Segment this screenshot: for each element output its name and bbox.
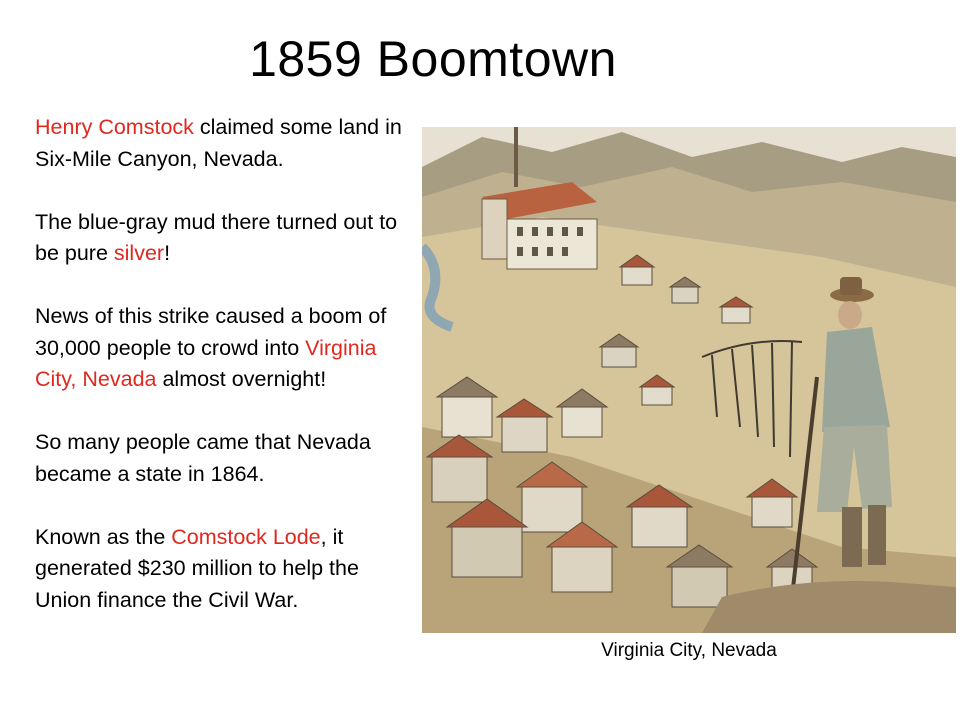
- text-run: So many people came that Nevada became a state in 1864.: [35, 430, 371, 486]
- text-run: News of this strike caused a boom of 30,000 people to crowd into: [35, 304, 387, 360]
- text-run: The blue-gray mud there turned out to be pure: [35, 209, 398, 265]
- paragraph: [35, 112, 420, 175]
- text-run: !: [164, 241, 171, 265]
- paragraph: [35, 427, 420, 490]
- paragraph: [35, 207, 420, 270]
- highlighted-text: Virginia City, Nevada: [35, 335, 377, 391]
- image-caption: Virginia City, Nevada: [601, 640, 777, 661]
- slide-title: 1859 Boomtown: [249, 31, 617, 87]
- paragraph: [35, 301, 420, 396]
- text-run: almost overnight!: [156, 367, 327, 391]
- text-run: claimed some land in Six-Mile Canyon, Nevada.: [35, 115, 402, 171]
- text-run: , it generated $230 million to help the Union finance the Civil War.: [35, 524, 359, 612]
- paragraph: [35, 522, 420, 617]
- text-run: Known as the: [35, 524, 172, 549]
- highlighted-text: Henry Comstock: [35, 115, 194, 139]
- virginia-city-illustration: [422, 127, 956, 633]
- body-text: [35, 112, 420, 616]
- highlighted-text: Comstock Lode: [171, 524, 321, 549]
- highlighted-text: silver: [113, 241, 165, 265]
